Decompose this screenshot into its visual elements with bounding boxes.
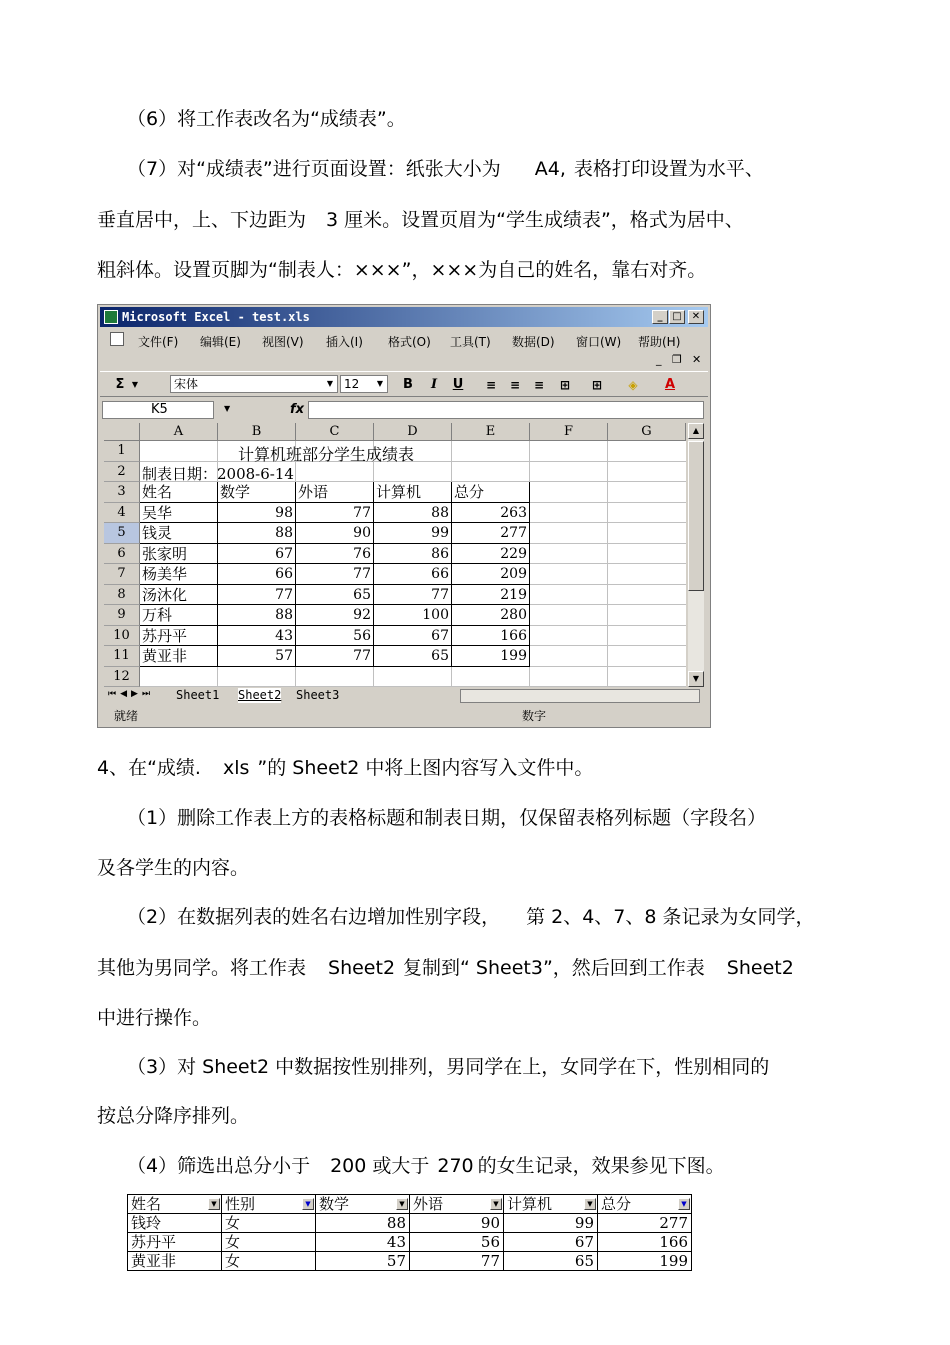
table-cell: 黄亚非 <box>128 1252 222 1271</box>
filtered-result-table <box>127 1194 692 1271</box>
cell[interactable] <box>530 646 608 667</box>
autosum-button[interactable]: Σ <box>115 377 125 392</box>
cell[interactable] <box>530 462 608 483</box>
cell[interactable] <box>530 441 608 462</box>
maximize-icon[interactable]: □ <box>669 310 685 324</box>
table-cell: 苏丹平 <box>128 1233 222 1252</box>
cell[interactable]: 万科 <box>140 605 218 626</box>
cell[interactable]: 88 <box>218 605 296 626</box>
bold-button[interactable]: B <box>403 377 413 392</box>
cell[interactable] <box>374 667 452 688</box>
item-3-line1: （3）对 Sheet2 中数据按性别排列，男同学在上，女同学在下，性别相同的 <box>127 1056 770 1078</box>
table-cell: 199 <box>598 1252 692 1271</box>
cell[interactable]: 66 <box>374 564 452 585</box>
cell[interactable] <box>452 441 530 462</box>
row-header-8[interactable]: 8 <box>104 585 140 606</box>
table-cell: 67 <box>504 1233 598 1252</box>
borders-icon[interactable]: ⊞ <box>591 378 603 392</box>
cell[interactable] <box>530 544 608 565</box>
cell[interactable]: 263 <box>452 503 530 524</box>
cell[interactable]: 吴华 <box>140 503 218 524</box>
table-row <box>128 1214 692 1233</box>
fill-color-icon[interactable]: ◈ <box>628 378 638 392</box>
font-dropdown-icon[interactable]: ▼ <box>326 379 334 388</box>
underline-button[interactable]: U <box>452 377 464 392</box>
cell[interactable] <box>608 626 686 647</box>
cell[interactable] <box>608 462 686 483</box>
cell[interactable] <box>452 462 530 483</box>
status-num: 数字 <box>522 709 547 723</box>
excel-logo-icon <box>104 310 118 324</box>
table-cell: 钱玲 <box>128 1214 222 1233</box>
cell[interactable]: 77 <box>296 646 374 667</box>
tab-sheet2[interactable]: Sheet2 <box>238 688 282 702</box>
font-select[interactable]: 宋体 ▼ <box>170 375 338 393</box>
cell[interactable] <box>530 523 608 544</box>
column-header-f[interactable]: F <box>530 423 608 441</box>
cell[interactable]: 277 <box>452 523 530 544</box>
row-header-1[interactable]: 1 <box>104 441 140 462</box>
select-all-corner[interactable] <box>104 423 140 441</box>
table-cell: 女 <box>222 1252 316 1271</box>
cell[interactable]: 100 <box>374 605 452 626</box>
tab-sheet3[interactable]: Sheet3 <box>296 688 340 702</box>
font-color-button[interactable]: A <box>664 377 676 392</box>
autofilter-dropdown-icon[interactable]: ▼ <box>584 1198 596 1210</box>
item-4: （4）筛选出总分小于 200 或大于 270 的女生记录，效果参见下图。 <box>127 1155 725 1177</box>
sheet-date: 制表日期：2008-6-14 <box>142 464 294 483</box>
column-header-b[interactable]: B <box>218 423 296 441</box>
cell[interactable]: 88 <box>218 523 296 544</box>
row-header-3[interactable]: 3 <box>104 482 140 503</box>
cell[interactable] <box>608 564 686 585</box>
cell[interactable]: 77 <box>296 503 374 524</box>
row-header-6[interactable]: 6 <box>104 544 140 565</box>
align-right-icon[interactable]: ≡ <box>533 378 545 392</box>
cell[interactable] <box>608 667 686 688</box>
cell[interactable]: 杨美华 <box>140 564 218 585</box>
table-cell: 女 <box>222 1214 316 1233</box>
filter-header-cell <box>316 1195 410 1214</box>
row-header-12[interactable]: 12 <box>104 667 140 688</box>
item-7-line2: 垂直居中，上、下边距为 3 厘米。设置页眉为“学生成绩表”，格式为居中、 <box>97 209 744 231</box>
filter-header-label: 总分 <box>601 1195 632 1213</box>
cell[interactable] <box>608 646 686 667</box>
table-cell: 女 <box>222 1233 316 1252</box>
cell[interactable] <box>530 482 608 503</box>
cell[interactable]: 77 <box>374 585 452 606</box>
cell[interactable]: 钱灵 <box>140 523 218 544</box>
menu-data[interactable]: 数据(D) <box>512 335 555 349</box>
cell[interactable]: 43 <box>218 626 296 647</box>
formatting-toolbar <box>100 371 708 397</box>
tab-sheet1[interactable]: Sheet1 <box>176 688 220 702</box>
cell[interactable] <box>140 667 218 688</box>
document-icon <box>110 332 124 346</box>
spreadsheet-grid <box>104 423 686 687</box>
cell[interactable]: 黄亚非 <box>140 646 218 667</box>
cell[interactable]: 计算机 <box>374 482 452 503</box>
autofilter-dropdown-icon[interactable]: ▼ <box>396 1198 408 1210</box>
italic-button[interactable]: I <box>430 377 438 392</box>
autofilter-dropdown-icon[interactable]: ▼ <box>302 1198 314 1210</box>
menu-file[interactable]: 文件(F) <box>138 335 179 349</box>
item-3-line2: 按总分降序排列。 <box>97 1105 250 1127</box>
formula-input[interactable] <box>308 401 704 419</box>
menu-format[interactable]: 格式(O) <box>388 335 431 349</box>
item-1-line2: 及各学生的内容。 <box>97 857 250 879</box>
filter-header-cell <box>410 1195 504 1214</box>
minimize-icon[interactable]: _ <box>652 310 668 324</box>
filter-header-cell <box>598 1195 692 1214</box>
table-cell: 166 <box>598 1233 692 1252</box>
filter-header-label: 外语 <box>413 1195 444 1213</box>
table-cell: 277 <box>598 1214 692 1233</box>
column-header-g[interactable]: G <box>608 423 686 441</box>
column-header-c[interactable]: C <box>296 423 374 441</box>
cell[interactable]: 209 <box>452 564 530 585</box>
table-cell: 56 <box>410 1233 504 1252</box>
row-header-9[interactable]: 9 <box>104 605 140 626</box>
cell[interactable]: 张家明 <box>140 544 218 565</box>
cell[interactable] <box>608 482 686 503</box>
cell[interactable]: 67 <box>374 626 452 647</box>
cell[interactable]: 苏丹平 <box>140 626 218 647</box>
menu-window[interactable]: 窗口(W) <box>576 335 622 349</box>
autofilter-dropdown-icon[interactable]: ▼ <box>678 1198 690 1210</box>
namebox-dropdown-icon[interactable]: ▼ <box>224 404 231 413</box>
filter-header-cell <box>128 1195 222 1214</box>
align-center-icon[interactable]: ≡ <box>509 378 521 392</box>
menu-tools[interactable]: 工具(T) <box>450 335 491 349</box>
font-size-select[interactable]: 12 ▼ <box>340 375 388 393</box>
cell[interactable]: 姓名 <box>140 482 218 503</box>
cell[interactable] <box>608 523 686 544</box>
excel-window <box>97 304 711 728</box>
filter-header-label: 性别 <box>225 1195 256 1213</box>
cell[interactable] <box>530 605 608 626</box>
cell[interactable] <box>218 667 296 688</box>
cell[interactable]: 280 <box>452 605 530 626</box>
scroll-up-icon[interactable]: ▲ <box>688 423 704 439</box>
name-box[interactable]: K5 <box>102 401 214 419</box>
tab-nav-icons[interactable]: ⏮◀▶⏭ <box>108 689 155 699</box>
item-6: （6）将工作表改名为“成绩表”。 <box>127 108 406 130</box>
cell[interactable] <box>530 585 608 606</box>
table-cell: 77 <box>410 1252 504 1271</box>
cell[interactable] <box>296 667 374 688</box>
cell[interactable] <box>452 667 530 688</box>
table-cell: 88 <box>316 1214 410 1233</box>
formula-bar <box>100 399 708 421</box>
section-4: 4、在“成绩. xls ”的 Sheet2 中将上图内容写入文件中。 <box>97 757 594 779</box>
table-row <box>128 1252 692 1271</box>
sheet-tab-bar <box>104 688 704 704</box>
row-header-7[interactable]: 7 <box>104 564 140 585</box>
close-icon[interactable]: ✕ <box>688 310 704 324</box>
item-7-line1: （7）对“成绩表”进行页面设置：纸张大小为 A4, 表格打印设置为水平、 <box>127 158 764 180</box>
filter-header-label: 数学 <box>319 1195 350 1213</box>
align-left-icon[interactable]: ≡ <box>485 378 497 392</box>
cell[interactable]: 229 <box>452 544 530 565</box>
horizontal-scrollbar[interactable] <box>460 689 700 703</box>
cell[interactable] <box>530 564 608 585</box>
row-header-5[interactable]: 5 <box>104 523 140 544</box>
item-2-line3: 中进行操作。 <box>97 1007 212 1029</box>
cell[interactable] <box>530 503 608 524</box>
item-2-line1: （2）在数据列表的姓名右边增加性别字段， 第 2、4、7、8 条记录为女同学， <box>127 906 815 928</box>
column-header-a[interactable]: A <box>140 423 218 441</box>
cell[interactable]: 199 <box>452 646 530 667</box>
filter-header-label: 姓名 <box>131 1195 162 1213</box>
cell[interactable]: 汤沐化 <box>140 585 218 606</box>
status-bar <box>100 707 708 725</box>
row-header-2[interactable]: 2 <box>104 462 140 483</box>
cell[interactable] <box>140 441 218 462</box>
cell[interactable] <box>608 503 686 524</box>
cell[interactable]: 65 <box>374 646 452 667</box>
cell[interactable]: 65 <box>296 585 374 606</box>
item-1-line1: （1）删除工作表上方的表格标题和制表日期，仅保留表格列标题（字段名） <box>127 807 767 829</box>
table-cell: 99 <box>504 1214 598 1233</box>
table-cell: 90 <box>410 1214 504 1233</box>
autosum-dropdown-icon[interactable]: ▼ <box>131 380 139 389</box>
cell[interactable]: 98 <box>218 503 296 524</box>
item-7-line3: 粗斜体。设置页脚为“制表人：×××”，×××为自己的姓名，靠右对齐。 <box>97 259 707 281</box>
item-2-line2: 其他为男同学。将工作表 Sheet2 复制到“ Sheet3”，然后回到工作表 Sheet2 <box>97 957 794 979</box>
cell[interactable] <box>530 626 608 647</box>
table-cell: 57 <box>316 1252 410 1271</box>
scroll-thumb[interactable] <box>688 441 704 591</box>
cell[interactable]: 56 <box>296 626 374 647</box>
cell[interactable] <box>608 585 686 606</box>
filter-header-cell <box>504 1195 598 1214</box>
cell[interactable]: 77 <box>296 564 374 585</box>
doc-restore-icon[interactable]: ❐ <box>672 353 682 366</box>
row-header-11[interactable]: 11 <box>104 646 140 667</box>
autofilter-dropdown-icon[interactable]: ▼ <box>490 1198 502 1210</box>
cell[interactable]: 66 <box>218 564 296 585</box>
row-header-4[interactable]: 4 <box>104 503 140 524</box>
menu-bar <box>100 329 708 351</box>
cell[interactable]: 77 <box>218 585 296 606</box>
menu-insert[interactable]: 插入(I) <box>326 335 363 349</box>
menu-help[interactable]: 帮助(H) <box>638 335 681 349</box>
fx-icon[interactable]: fx <box>290 402 305 417</box>
vertical-scrollbar[interactable] <box>688 423 704 687</box>
column-header-e[interactable]: E <box>452 423 530 441</box>
excel-title-bar <box>100 307 708 327</box>
window-title: Microsoft Excel - test.xls <box>122 310 310 324</box>
scroll-down-icon[interactable]: ▼ <box>688 671 704 687</box>
autofilter-dropdown-icon[interactable]: ▼ <box>208 1198 220 1210</box>
filter-header-cell <box>222 1195 316 1214</box>
cell[interactable] <box>608 441 686 462</box>
sheet-title: 计算机班部分学生成绩表 <box>238 445 415 464</box>
filter-header-label: 计算机 <box>507 1195 553 1213</box>
menu-view[interactable]: 视图(V) <box>262 335 304 349</box>
cell[interactable]: 数学 <box>218 482 296 503</box>
cell[interactable]: 88 <box>374 503 452 524</box>
table-cell: 43 <box>316 1233 410 1252</box>
cell[interactable]: 76 <box>296 544 374 565</box>
cell[interactable] <box>608 605 686 626</box>
cell[interactable] <box>608 544 686 565</box>
doc-close-icon[interactable]: ✕ <box>692 353 702 366</box>
doc-minimize-icon[interactable]: _ <box>656 353 662 366</box>
cell[interactable]: 57 <box>218 646 296 667</box>
cell[interactable]: 86 <box>374 544 452 565</box>
cell[interactable]: 92 <box>296 605 374 626</box>
column-header-d[interactable]: D <box>374 423 452 441</box>
table-row <box>128 1233 692 1252</box>
table-cell: 65 <box>504 1252 598 1271</box>
size-dropdown-icon[interactable]: ▼ <box>376 379 384 388</box>
cell[interactable] <box>530 667 608 688</box>
filter-header-row <box>128 1195 692 1214</box>
cell[interactable]: 总分 <box>452 482 530 503</box>
row-header-10[interactable]: 10 <box>104 626 140 647</box>
doc-controls <box>100 351 708 369</box>
cell[interactable]: 99 <box>374 523 452 544</box>
menu-edit[interactable]: 编辑(E) <box>200 335 241 349</box>
cell[interactable]: 90 <box>296 523 374 544</box>
cell[interactable]: 外语 <box>296 482 374 503</box>
cell[interactable]: 219 <box>452 585 530 606</box>
merge-center-icon[interactable]: ⊞ <box>559 378 571 392</box>
cell[interactable]: 67 <box>218 544 296 565</box>
cell[interactable]: 166 <box>452 626 530 647</box>
status-ready: 就绪 <box>114 709 139 723</box>
